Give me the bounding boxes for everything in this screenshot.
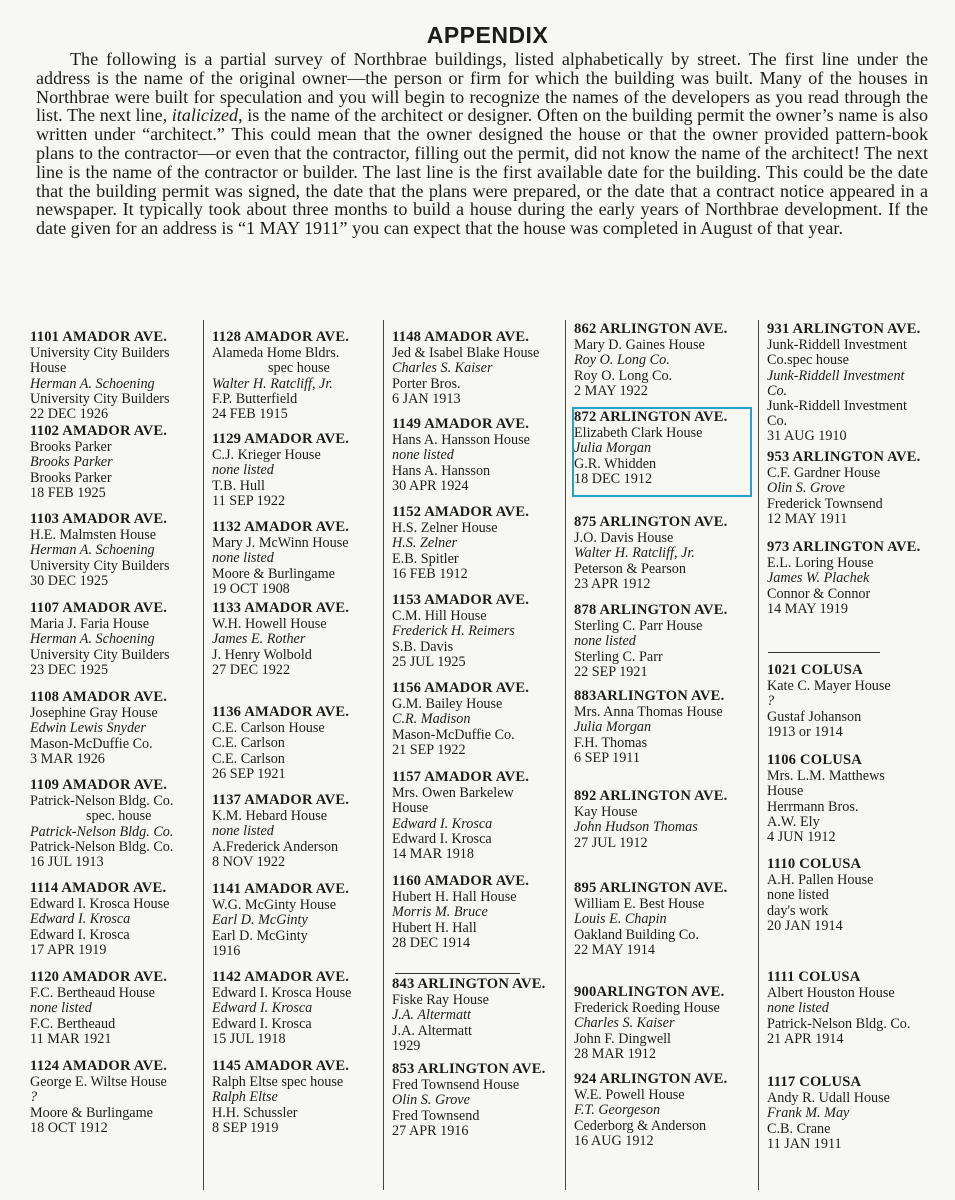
- entry-line: 14 MAR 1918: [392, 846, 474, 863]
- entry-line: Olin S. Grove: [392, 1092, 470, 1109]
- entry-address: 1124 AMADOR AVE.: [30, 1058, 168, 1074]
- entry-1124-amador-ave: [30, 1059, 200, 1136]
- entry-line: 1916: [212, 942, 241, 959]
- entry-line: University City Builders: [30, 345, 170, 362]
- entry-line: 21 APR 1914: [767, 1030, 844, 1047]
- entry-931-arlington-ave: [767, 322, 947, 445]
- entry-line: Hubert H. Hall: [392, 919, 477, 936]
- entry-853-arlington-ave: [392, 1062, 564, 1139]
- entry-line: Edward I. Krosca: [392, 815, 493, 832]
- entry-line: Co.spec house: [767, 352, 849, 369]
- entry-line: Junk-Riddell Investment: [767, 398, 907, 415]
- highlight-box: [572, 407, 752, 497]
- entry-line: H.S. Zelner House: [392, 520, 498, 537]
- entry-address: 1132 AMADOR AVE.: [212, 519, 350, 535]
- entry-line: House: [767, 783, 804, 800]
- entry-1153-amador-ave: [392, 593, 564, 670]
- entry-line: J.A. Altermatt: [392, 1022, 472, 1039]
- entry-line: 17 APR 1919: [30, 941, 107, 958]
- entry-line: Patrick-Nelson Bldg. Co.: [30, 838, 174, 855]
- entry-line: Herrmann Bros.: [767, 798, 859, 815]
- entry-line: Morris M. Bruce: [392, 904, 488, 921]
- entry-875-arlington-ave: [574, 515, 757, 592]
- entry-line: Edward I. Krosca: [30, 926, 130, 943]
- entry-line: Fred Townsend: [392, 1107, 480, 1124]
- entry-892-arlington-ave: [574, 789, 757, 851]
- entry-address: 1108 AMADOR AVE.: [30, 689, 168, 705]
- entry-1110-colusa: [767, 857, 947, 934]
- entry-line: 3 MAR 1926: [30, 750, 105, 767]
- entry-line: T.B. Hull: [212, 477, 265, 494]
- entry-line: H.S. Zelner: [392, 535, 458, 552]
- entry-line: Hans A. Hansson: [392, 462, 491, 479]
- entry-line: S.B. Davis: [392, 638, 454, 655]
- entry-address: 1120 AMADOR AVE.: [30, 969, 168, 985]
- entry-address: 1149 AMADOR AVE.: [392, 416, 530, 432]
- intro-paragraph: The following is a partial survey of Northbrae buildings, listed alphabetically by street. The first line under the address is the name of the original owner—the person or firm for which the building was built. Many of the houses in Northbrae were built for speculation and you will begin to recognize the names of the developers as you read through the list. The next line, italicized, is the name of the architect or designer. Often on the building permit the owner’s name is also written under “architect.” This could mean that the owner designed the house or that the owner provided pattern-book plans to the contractor—or even that the contractor, filling out the permit, did not know the name of the architect! The next line is the name of the contractor or builder. The last line is the first available date for the building. This could be the date that the building permit was signed, the date that the plans were prepared, or the date that a contract notice appeared in a newspaper. It typically took about three months to build a house during the early years of Northbrae development. If the date given for an address is “1 MAY 1911” you can expect that the house was completed in August of that year.: [36, 49, 928, 239]
- entry-line: Edward I. Krosca: [212, 1000, 313, 1017]
- entry-1137-amador-ave: [212, 793, 382, 870]
- entry-line: W.G. McGinty House: [212, 897, 337, 914]
- entry-line: Patrick-Nelson Bldg. Co.: [30, 793, 174, 810]
- entry-line: J.O. Davis House: [574, 530, 674, 547]
- entry-1133-amador-ave: [212, 601, 382, 678]
- entry-line: 18 FEB 1925: [30, 484, 106, 501]
- entry-line: C.J. Krieger House: [212, 447, 321, 464]
- entry-line: 15 JUL 1918: [212, 1030, 286, 1047]
- entry-line: George E. Wiltse House: [30, 1074, 167, 1091]
- entry-1120-amador-ave: [30, 970, 200, 1047]
- entry-line: E.B. Spitler: [392, 550, 459, 567]
- entry-address: 1021 COLUSA: [767, 662, 863, 678]
- entry-line: A.H. Pallen House: [767, 872, 874, 889]
- entry-line: C.B. Crane: [767, 1120, 831, 1137]
- entry-line: Herman A. Schoening: [30, 542, 155, 559]
- entry-line: 16 AUG 1912: [574, 1132, 654, 1149]
- entry-line: 23 APR 1912: [574, 575, 651, 592]
- entry-address: 878 ARLINGTON AVE.: [574, 602, 728, 618]
- entry-line: G.M. Bailey House: [392, 696, 503, 713]
- entry-line: Moore & Burlingame: [30, 1104, 153, 1121]
- entry-line: C.M. Hill House: [392, 608, 487, 625]
- entry-address: 1110 COLUSA: [767, 856, 862, 872]
- entry-address: 1145 AMADOR AVE.: [212, 1058, 350, 1074]
- entry-line: Kay House: [574, 804, 638, 821]
- entry-line: 4 JUN 1912: [767, 829, 836, 846]
- entry-line: John F. Dingwell: [574, 1030, 671, 1047]
- entry-address: 883ARLINGTON AVE.: [574, 688, 725, 704]
- entry-1156-amador-ave: [392, 681, 564, 758]
- entry-line: Josephine Gray House: [30, 705, 158, 722]
- entry-line: Patrick-Nelson Bldg. Co.: [767, 1015, 911, 1032]
- entry-line: Frederick Roeding House: [574, 1000, 720, 1017]
- entry-address: 1114 AMADOR AVE.: [30, 880, 167, 896]
- entry-address: 1106 COLUSA: [767, 752, 863, 768]
- entry-line: James W. Plachek: [767, 570, 870, 587]
- entry-line: Brooks Parker: [30, 439, 112, 456]
- entry-line: Brooks Parker: [30, 454, 113, 471]
- entry-line: Moore & Burlingame: [212, 565, 335, 582]
- entry-1141-amador-ave: [212, 882, 382, 959]
- entry-address: 892 ARLINGTON AVE.: [574, 788, 728, 804]
- entry-1152-amador-ave: [392, 505, 564, 582]
- entry-1117-colusa: [767, 1075, 947, 1152]
- entry-line: Julia Morgan: [574, 719, 652, 736]
- entry-line: ?: [30, 1089, 38, 1106]
- entry-line: Fiske Ray House: [392, 992, 489, 1009]
- entry-line: Frederick Townsend: [767, 495, 883, 512]
- entry-line: Walter H. Ratcliff, Jr.: [212, 375, 333, 392]
- entry-line: 12 MAY 1911: [767, 510, 848, 527]
- entry-line: spec. house: [86, 808, 152, 825]
- entry-address: 1117 COLUSA: [767, 1074, 862, 1090]
- entry-line: none listed: [767, 1000, 829, 1017]
- entry-line: spec house: [268, 360, 330, 377]
- entry-line: 1929: [392, 1037, 421, 1054]
- entry-line: J. Henry Wolbold: [212, 646, 312, 663]
- entry-line: Ralph Eltse spec house: [212, 1074, 344, 1091]
- entry-line: Cederborg & Anderson: [574, 1117, 707, 1134]
- entry-line: 19 OCT 1908: [212, 580, 290, 597]
- entry-address: 875 ARLINGTON AVE.: [574, 514, 728, 530]
- entry-line: William E. Best House: [574, 896, 705, 913]
- entry-line: 31 AUG 1910: [767, 428, 847, 445]
- entry-address: 1129 AMADOR AVE.: [212, 431, 350, 447]
- entry-line: A.W. Ely: [767, 813, 820, 830]
- entry-line: 6 JAN 1913: [392, 390, 461, 407]
- entry-line: Brooks Parker: [30, 469, 112, 486]
- entry-line: Edwin Lewis Snyder: [30, 720, 146, 737]
- entry-line: Walter H. Ratcliff, Jr.: [574, 545, 695, 562]
- entry-line: Frederick H. Reimers: [392, 623, 515, 640]
- entry-address: 843 ARLINGTON AVE.: [392, 976, 546, 992]
- entry-line: K.M. Hebard House: [212, 808, 328, 825]
- entry-line: Edward I. Krosca House: [30, 896, 170, 913]
- entry-address: 1153 AMADOR AVE.: [392, 592, 530, 608]
- entry-line: House: [392, 800, 429, 817]
- entry-line: University City Builders: [30, 390, 170, 407]
- entry-address: 1157 AMADOR AVE.: [392, 769, 530, 785]
- entry-line: F.T. Georgeson: [574, 1102, 661, 1119]
- entry-line: F.P. Butterfield: [212, 390, 298, 407]
- entry-line: 27 DEC 1922: [212, 661, 291, 678]
- entry-line: Oakland Building Co.: [574, 926, 699, 943]
- page-title: APPENDIX: [426, 22, 549, 48]
- entry-line: 8 SEP 1919: [212, 1119, 279, 1136]
- entry-line: Edward I. Krosca House: [212, 985, 352, 1002]
- entry-line: 22 DEC 1926: [30, 406, 109, 423]
- separator-line: [395, 973, 520, 974]
- entry-address: 1102 AMADOR AVE.: [30, 423, 168, 439]
- entry-line: 20 JAN 1914: [767, 917, 843, 934]
- entry-line: C.E. Carlson: [212, 750, 285, 767]
- entry-line: Mrs. L.M. Matthews: [767, 768, 885, 785]
- entry-line: C.R. Madison: [392, 711, 471, 728]
- entry-1132-amador-ave: [212, 520, 382, 597]
- entry-line: H.E. Malmsten House: [30, 527, 157, 544]
- entry-address: 1142 AMADOR AVE.: [212, 969, 350, 985]
- entry-line: J.A. Altermatt: [392, 1007, 471, 1024]
- entry-line: Earl D. McGinty: [212, 927, 308, 944]
- entry-line: Julia Morgan: [574, 440, 652, 457]
- entry-address: 872 ARLINGTON AVE.: [574, 409, 728, 425]
- entry-line: 22 MAY 1914: [574, 941, 655, 958]
- column-3: [383, 320, 564, 1190]
- entry-1101-amador-ave: [30, 330, 200, 422]
- entry-line: E.L. Loring House: [767, 555, 874, 572]
- entry-line: 11 MAR 1921: [30, 1030, 112, 1047]
- entry-1128-amador-ave: [212, 330, 382, 422]
- entry-address: 1101 AMADOR AVE.: [30, 329, 168, 345]
- entry-1109-amador-ave: [30, 778, 200, 870]
- entry-1114-amador-ave: [30, 881, 200, 958]
- entry-895-arlington-ave: [574, 881, 757, 958]
- entry-1136-amador-ave: [212, 705, 382, 782]
- entry-line: 22 SEP 1921: [574, 663, 648, 680]
- entry-line: 27 JUL 1912: [574, 834, 648, 851]
- entry-line: Mason-McDuffie Co.: [30, 735, 153, 752]
- entry-line: Alameda Home Bldrs.: [212, 345, 340, 362]
- entry-line: Hubert H. Hall House: [392, 889, 517, 906]
- entry-line: none listed: [574, 633, 636, 650]
- entry-line: C.E. Carlson: [212, 735, 285, 752]
- entry-line: 26 SEP 1921: [212, 765, 286, 782]
- entry-line: Andy R. Udall House: [767, 1090, 890, 1107]
- entry-line: 23 DEC 1925: [30, 661, 109, 678]
- entry-1103-amador-ave: [30, 512, 200, 589]
- entry-address: 1109 AMADOR AVE.: [30, 777, 168, 793]
- entry-line: 28 MAR 1912: [574, 1045, 656, 1062]
- entry-address: 953 ARLINGTON AVE.: [767, 449, 921, 465]
- entry-address: 1152 AMADOR AVE.: [392, 504, 530, 520]
- entry-line: 30 APR 1924: [392, 477, 469, 494]
- entry-924-arlington-ave: [574, 1072, 757, 1149]
- entry-line: G.R. Whidden: [574, 455, 657, 472]
- entry-line: day's work: [767, 902, 829, 919]
- entry-line: 11 JAN 1911: [767, 1135, 842, 1152]
- entry-line: Mrs. Anna Thomas House: [574, 704, 723, 721]
- entry-line: none listed: [212, 823, 274, 840]
- entry-address: 931 ARLINGTON AVE.: [767, 321, 921, 337]
- entry-line: 27 APR 1916: [392, 1122, 469, 1139]
- entry-line: 1913 or 1914: [767, 723, 843, 740]
- entry-883arlington-ave: [574, 689, 757, 766]
- entry-line: Sterling C. Parr House: [574, 618, 703, 635]
- entry-line: Mason-McDuffie Co.: [392, 726, 515, 743]
- entry-line: Gustaf Johanson: [767, 708, 862, 725]
- entry-line: Edward I. Krosca: [392, 830, 492, 847]
- entry-address: 1111 COLUSA: [767, 969, 861, 985]
- entry-address: 862 ARLINGTON AVE.: [574, 321, 728, 337]
- entry-line: Roy O. Long Co.: [574, 367, 673, 384]
- entry-line: A.Frederick Anderson: [212, 838, 339, 855]
- entry-line: Junk-Riddell Investment: [767, 337, 907, 354]
- entry-line: Co.: [767, 382, 788, 399]
- entry-line: University City Builders: [30, 557, 170, 574]
- entry-1106-colusa: [767, 753, 947, 845]
- entry-line: 8 NOV 1922: [212, 853, 286, 870]
- entry-line: Jed & Isabel Blake House: [392, 345, 540, 362]
- entry-line: Louis E. Chapin: [574, 911, 667, 928]
- entry-line: Mary D. Gaines House: [574, 337, 705, 354]
- entry-line: 16 FEB 1912: [392, 565, 468, 582]
- entry-line: Elizabeth Clark House: [574, 425, 703, 442]
- entry-line: 24 FEB 1915: [212, 406, 288, 423]
- entry-line: Charles S. Kaiser: [574, 1015, 675, 1032]
- entry-line: 25 JUL 1925: [392, 653, 466, 670]
- entry-862-arlington-ave: [574, 322, 757, 399]
- entry-line: Mrs. Owen Barkelew: [392, 785, 514, 802]
- entry-address: 973 ARLINGTON AVE.: [767, 539, 921, 555]
- entry-line: Frank M. May: [767, 1105, 850, 1122]
- entry-1107-amador-ave: [30, 601, 200, 678]
- entry-line: Herman A. Schoening: [30, 631, 155, 648]
- entry-line: ?: [767, 693, 775, 710]
- entry-line: Patrick-Nelson Bldg. Co.: [30, 823, 174, 840]
- entry-line: W.E. Powell House: [574, 1087, 685, 1104]
- entry-line: John Hudson Thomas: [574, 819, 698, 836]
- entry-1108-amador-ave: [30, 690, 200, 767]
- survey-columns: [30, 320, 950, 1190]
- entry-line: 2 MAY 1922: [574, 382, 648, 399]
- entry-line: Olin S. Grove: [767, 480, 845, 497]
- entry-line: 6 SEP 1911: [574, 749, 640, 766]
- entry-line: Maria J. Faria House: [30, 616, 149, 633]
- entry-address: 1136 AMADOR AVE.: [212, 704, 350, 720]
- entry-address: 1133 AMADOR AVE.: [212, 600, 350, 616]
- entry-line: 18 OCT 1912: [30, 1119, 108, 1136]
- entry-line: University City Builders: [30, 646, 170, 663]
- entry-address: 924 ARLINGTON AVE.: [574, 1071, 728, 1087]
- entry-address: 1103 AMADOR AVE.: [30, 511, 168, 527]
- entry-line: Earl D. McGinty: [212, 912, 308, 929]
- entry-address: 1107 AMADOR AVE.: [30, 600, 168, 616]
- entry-line: Kate C. Mayer House: [767, 678, 891, 695]
- entry-line: Sterling C. Parr: [574, 648, 663, 665]
- entry-line: Edward I. Krosca: [30, 911, 131, 928]
- entry-line: 11 SEP 1922: [212, 492, 286, 509]
- entry-line: 21 SEP 1922: [392, 741, 466, 758]
- entry-1021-colusa: [767, 663, 947, 740]
- entry-line: House: [30, 360, 67, 377]
- entry-line: Charles S. Kaiser: [392, 360, 493, 377]
- entry-line: Edward I. Krosca: [212, 1015, 312, 1032]
- entry-address: 1137 AMADOR AVE.: [212, 792, 350, 808]
- entry-973-arlington-ave: [767, 540, 947, 617]
- entry-1157-amador-ave: [392, 770, 564, 862]
- entry-1149-amador-ave: [392, 417, 564, 494]
- column-1: [30, 320, 200, 1190]
- entry-address: 1128 AMADOR AVE.: [212, 329, 350, 345]
- entry-900arlington-ave: [574, 985, 757, 1062]
- entry-1160-amador-ave: [392, 874, 564, 951]
- entry-line: Porter Bros.: [392, 375, 461, 392]
- entry-line: none listed: [212, 550, 274, 567]
- entry-line: F.C. Bertheaud: [30, 1015, 116, 1032]
- entry-line: 18 DEC 1912: [574, 470, 653, 487]
- entry-line: C.F. Gardner House: [767, 465, 881, 482]
- entry-line: C.E. Carlson House: [212, 720, 325, 737]
- entry-line: none listed: [392, 447, 454, 464]
- entry-line: Ralph Eltse: [212, 1089, 278, 1106]
- entry-1145-amador-ave: [212, 1059, 382, 1136]
- entry-line: F.H. Thomas: [574, 734, 648, 751]
- entry-line: 16 JUL 1913: [30, 854, 104, 871]
- entry-line: F.C. Bertheaud House: [30, 985, 155, 1002]
- entry-1129-amador-ave: [212, 432, 382, 509]
- entry-953-arlington-ave: [767, 450, 947, 527]
- entry-line: 30 DEC 1925: [30, 572, 109, 589]
- entry-1148-amador-ave: [392, 330, 564, 407]
- entry-line: 28 DEC 1914: [392, 934, 471, 951]
- entry-line: James E. Rother: [212, 631, 306, 648]
- entry-line: Fred Townsend House: [392, 1077, 520, 1094]
- entry-line: 14 MAY 1919: [767, 600, 848, 617]
- entry-address: 1156 AMADOR AVE.: [392, 680, 530, 696]
- entry-1111-colusa: [767, 970, 947, 1047]
- entry-address: 853 ARLINGTON AVE.: [392, 1061, 546, 1077]
- entry-line: none listed: [212, 462, 274, 479]
- entry-line: Junk-Riddell Investment: [767, 367, 905, 384]
- entry-843-arlington-ave: [392, 977, 564, 1054]
- entry-address: 1160 AMADOR AVE.: [392, 873, 530, 889]
- entry-line: Co.: [767, 413, 788, 430]
- entry-line: none listed: [30, 1000, 92, 1017]
- entry-line: Hans A. Hansson House: [392, 432, 530, 449]
- entry-address: 1148 AMADOR AVE.: [392, 329, 530, 345]
- entry-line: Connor & Connor: [767, 585, 871, 602]
- entry-line: W.H. Howell House: [212, 616, 327, 633]
- separator-line: [768, 652, 880, 653]
- column-5: [758, 320, 947, 1190]
- column-2: [203, 320, 382, 1190]
- entry-1142-amador-ave: [212, 970, 382, 1047]
- entry-line: Roy O. Long Co.: [574, 352, 670, 369]
- entry-line: Albert Houston House: [767, 985, 895, 1002]
- entry-line: H.H. Schussler: [212, 1104, 298, 1121]
- entry-address: 895 ARLINGTON AVE.: [574, 880, 728, 896]
- entry-line: Mary J. McWinn House: [212, 535, 349, 552]
- entry-line: Herman A. Schoening: [30, 375, 155, 392]
- entry-line: Peterson & Pearson: [574, 560, 686, 577]
- entry-address: 1141 AMADOR AVE.: [212, 881, 350, 897]
- entry-878-arlington-ave: [574, 603, 757, 680]
- entry-address: 900ARLINGTON AVE.: [574, 984, 725, 1000]
- entry-line: none listed: [767, 887, 829, 904]
- entry-1102-amador-ave: [30, 424, 200, 501]
